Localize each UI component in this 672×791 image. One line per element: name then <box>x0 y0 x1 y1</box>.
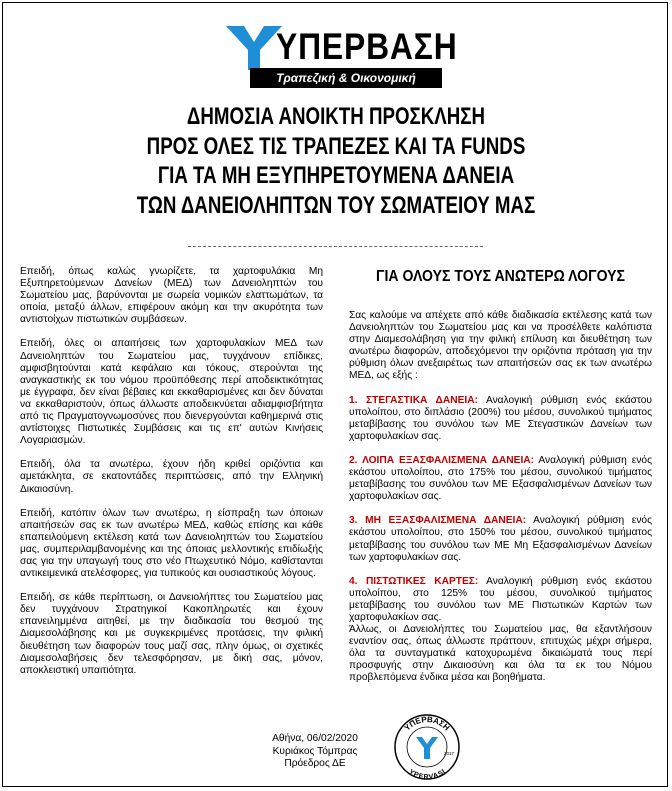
dashed-divider <box>188 246 483 247</box>
proposal-item-text: Αναλογική ρύθμιση ενός εκάστου υπολοίπου, στο 175% του μέσου, συνολικού τιμήματος μεταβίβασης του συνόλου των ΜΕ Εξασφαλισμένων Δανείων των χαρτοφυλακίων σας. <box>349 454 652 503</box>
recital-paragraph: Επειδή, κατόπιν όλων των ανωτέρω, η είσπραξη των όποιων απαιτήσεών σας εκ των ανωτέρω ΜΕΔ, καθώς επίσης και κάθε επαπειλούμενη εκτέλεση κατά των Δανειοληπτών του Σωματείου μας, συμπεριλαμβανομένης και της όποιας μελλοντικής επιδίωξής σας για την υπαγωγή τους στο νέο Πτωχευτικό Νόμο, καθίστανται αντικειμενικά ατελέσφορες, για τυπικούς και ουσιαστικούς λόγους. <box>20 507 323 580</box>
proposal-item-text: Αναλογική ρύθμιση ενός εκάστου υπολοίπου, στο διπλάσιο (200%) του μέσου, συνολικού τιμήματος μεταβίβασης του συνόλου των ΜΕ Στεγαστικών Δανείων των χαρτοφυλακίων σας. <box>349 394 652 442</box>
proposal-item <box>349 515 652 563</box>
svg-text:ΥΠΕΡΒΑΣΗ <box>403 715 452 733</box>
organization-logo <box>226 24 458 105</box>
proposal-item-label: 1. ΣΤΕΓΑΣΤΙΚΑ ΔΑΝΕΙΑ: <box>349 394 478 406</box>
seal-year: 2017 <box>444 751 455 756</box>
left-column <box>20 266 323 689</box>
headline-line: ΠΡΟΣ ΟΛΕΣ ΤΙΣ ΤΡΑΠΕΖΕΣ ΚΑΙ ΤΑ FUNDS <box>146 132 526 160</box>
signatory-name: Κυριάκος Τόμπρας <box>272 745 358 757</box>
right-column-title: ΓΙΑ ΟΛΟΥΣ ΤΟΥΣ ΑΝΩΤΕΡΩ ΛΟΓΟΥΣ <box>375 268 626 285</box>
logo-tagline: Τραπεζική & Οικονομική Δικαιοσύνη <box>250 68 442 88</box>
recital-paragraph: Επειδή, όπως καλώς γνωρίζετε, τα χαρτοφυλάκια Μη Εξυπηρετούμενων Δανείων (ΜΕΔ) των Δανειοληπτών του Σωματείου μας, βαρύνονται με σωρεία νομικών ελαττωμάτων, τα οποία, μεταξύ άλλων, επιφέρουν ακόμη και την ακυρότητα των αντιστοίχων πιστωτικών συμβάσεων. <box>20 266 323 326</box>
logo-y-icon <box>226 24 282 70</box>
closing-paragraph: Άλλως, οι Δανειολήπτες του Σωματείου μας, θα εξαντλήσουν εναντίον σας, όπως άλλωστε πράττουν, επιτυχώς μέχρι σήμερα, όλα τα συνταγματικά κατοχυρωμένα δικαιώματά τους περί προσφυγής στην Δικαιοσύνη και όλα τα εκ του Νόμου προβλεπόμενα ένδικα μέσα και βοηθήματα. <box>349 624 652 684</box>
intro-paragraph: Σας καλούμε να απέχετε από κάθε διαδικασία εκτέλεσης κατά των Δανειοληπτών του Σωματείου μας και να προσέλθετε καλόπιστα στην Διαμεσολάβηση για την φιλική επίλυση και διευθέτηση των ανωτέρω διαφορών, αποδεχόμενοι την οριζόντια πρόταση για την ρύθμιση όλων ανεξαιρέτως των απαιτήσεών σας εκ των ανωτέρω ΜΕΔ, ως εξής : <box>349 310 652 382</box>
proposal-item-label: 3. ΜΗ ΕΞΑΣΦΑΛΙΣΜΕΝΑ ΔΑΝΕΙΑ: <box>349 515 527 527</box>
organization-seal-icon <box>392 711 462 781</box>
right-column <box>349 310 652 697</box>
headline-line: ΤΩΝ ΔΑΝΕΙΟΛΗΠΤΩΝ ΤΟΥ ΣΩΜΑΤΕΙΟΥ ΜΑΣ <box>136 191 536 219</box>
recital-paragraph: Επειδή, όλα τα ανωτέρω, έχουν ήδη κριθεί οριζόντια και αμετάκλητα, σε εκατοντάδες περιπτώσεις, από την Ελληνική Δικαιοσύνη. <box>20 459 323 495</box>
proposal-item-label: 4. ΠΙΣΤΩΤΙΚΕΣ ΚΑΡΤΕΣ: <box>349 575 479 587</box>
svg-text:YPERVASI <box>407 769 446 781</box>
seal-top-text: ΥΠΕΡΒΑΣΗ <box>402 714 452 733</box>
logo-wordmark: ΥΠΕΡΒΑΣΗ <box>276 26 458 67</box>
place-date: Αθήνα, 06/02/2020 <box>272 733 358 744</box>
proposal-item-label: 2. ΛΟΙΠΑ ΕΞΑΣΦΑΛΙΣΜΕΝΑ ΔΑΝΕΙΑ: <box>349 454 535 466</box>
proposal-item <box>349 576 652 624</box>
seal-bottom-text: YPERVASI <box>407 768 447 781</box>
signatory-role: Πρόεδρος ΔΕ <box>284 758 346 769</box>
proposal-item-text: Αναλογική ρύθμιση ενός εκάστου υπολοίπου, στο 125% του μέσου, συνολικού τιμήματος μεταβίβασης του συνόλου των ΜΕ Πιστωτικών Καρτών των χαρτοφυλακίων σας. <box>349 575 652 623</box>
proposal-item <box>349 455 652 503</box>
recital-paragraph: Επειδή, σε κάθε περίπτωση, οι Δανειολήπτες του Σωματείου μας δεν τυγχάνουν Στρατηγικοί Κακοπληρωτές και έχουν επανειλημμένα αιτηθεί, με την διαδικασία του θεσμού της Διαμεσολάβησης και με συγκεκριμένες προτάσεις, την φιλική διευθέτηση των διαφορών τους μαζί σας, πλην όμως, οι σχετικές Διαμεσολαβήσεις δεν τελεσφόρησαν, με δική σας, μόνον, αποκλειστική υπαιτιότητα. <box>20 592 323 676</box>
proposal-item-text: Αναλογική ρύθμιση ενός εκάστου υπολοίπου, στο 150% του μέσου, συνολικού τιμήματος μεταβίβασης του συνόλου των ΜΕ Μη Εξασφαλισμένων Δανείων των χαρτοφυλακίων σας. <box>349 515 652 563</box>
page-headline <box>105 102 567 220</box>
headline-line: ΔΗΜΟΣΙΑ ΑΝΟΙΚΤΗ ΠΡΟΣΚΛΗΣΗ <box>186 103 486 130</box>
headline-line: ΓΙΑ ΤΑ ΜΗ ΕΞΥΠΗΡΕΤΟΥΜΕΝΑ ΔΑΝΕΙΑ <box>157 162 515 189</box>
recital-paragraph: Επειδή, όλες οι απαιτήσεις των χαρτοφυλακίων ΜΕΔ των Δανειοληπτών του Σωματείου μας, τυγχάνουν επίδικες, αμφισβητούνται κατά κεφάλαιο και τόκους, στερούνται της αναγκαστικής εκ του νόμου προϋπόθεσης περί αποδεικτικότητας με έγγραφα, δεν είναι βέβαιες και εκκαθαρισμένες και δεν δύναται να εκκαθαριστούν, όπως άλλωστε αποδεικνύεται αδιαμφισβήτητα από τις Πραγματογνωμοσύνες που διενεργούνται καθημερινά στις αντίστοιχες Πιστωτικές Συμβάσεις και τις επ' αυτών Κινήσεις Λογαριασμών. <box>20 338 323 447</box>
signature-block <box>250 733 380 771</box>
proposal-item <box>349 395 652 443</box>
